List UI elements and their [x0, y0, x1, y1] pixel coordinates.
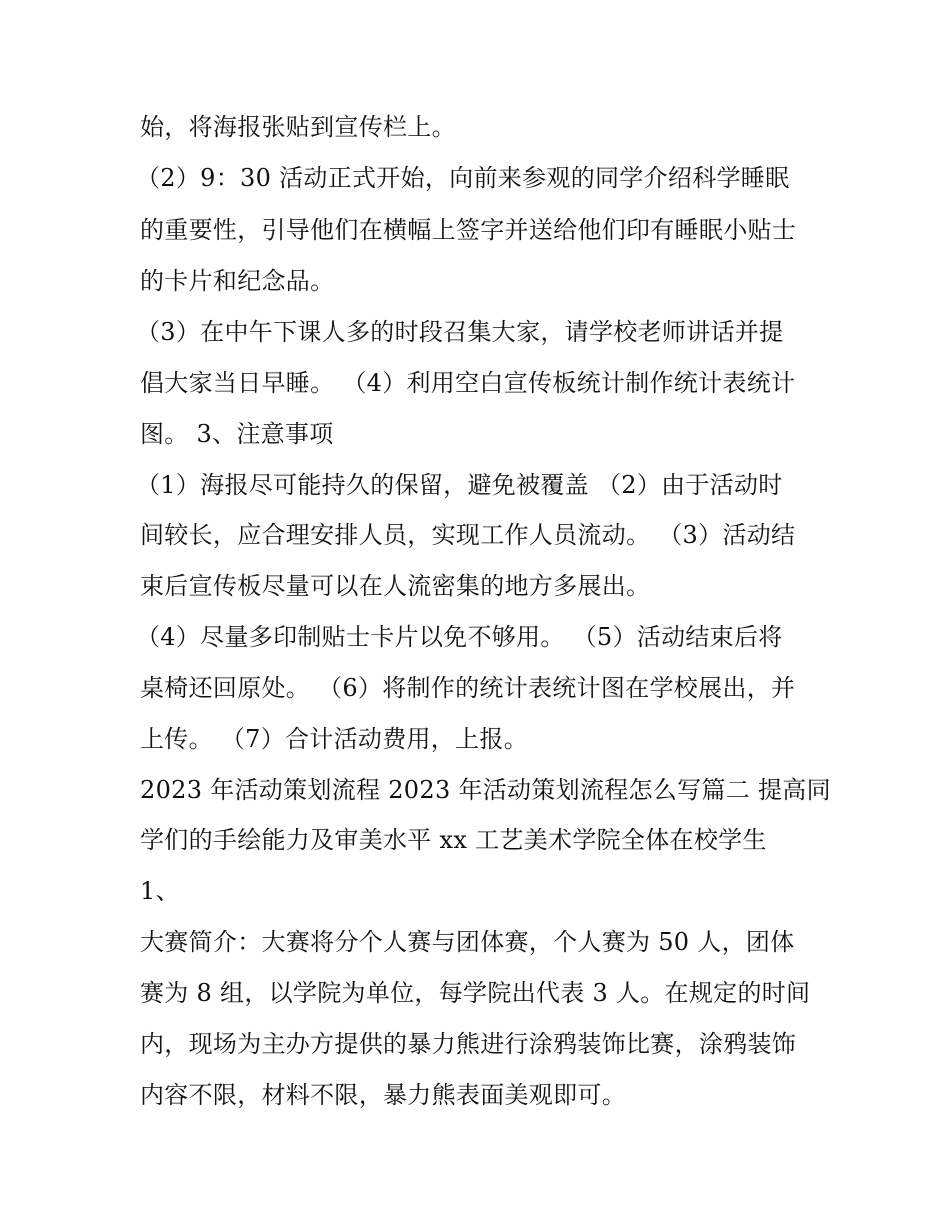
text-line: 上传。 （7）合计活动费用，上报。 — [140, 725, 528, 753]
text-line: 的重要性，引导他们在横幅上签字并送给他们印有睡眠小贴士 — [140, 216, 797, 244]
text-line: （1）海报尽可能持久的保留，避免被覆盖 （2）由于活动时 — [136, 471, 783, 499]
text-line: 2023 年活动策划流程 2023 年活动策划流程怎么写篇二 提高同 — [140, 776, 831, 804]
text-line: 学们的手绘能力及审美水平 xx 工艺美术学院全体在校学生 — [140, 826, 767, 854]
text-line: （3）在中午下课人多的时段召集大家，请学校老师讲话并提 — [136, 318, 784, 346]
text-line: 1、 — [140, 877, 180, 905]
text-line: 间较长，应合理安排人员，实现工作人员流动。 （3）活动结 — [140, 521, 796, 549]
text-line: （2）9：30 活动正式开始，向前来参观的同学介绍科学睡眠 — [136, 164, 790, 192]
text-line: 倡大家当日早睡。 （4）利用空白宣传板统计制作统计表统计 — [140, 369, 796, 397]
text-line: 图。 3、注意事项 — [140, 420, 334, 448]
text-line: 内容不限，材料不限，暴力熊表面美观即可。 — [140, 1081, 626, 1109]
text-line: 赛为 8 组，以学院为单位，每学院出代表 3 人。在规定的时间 — [140, 979, 811, 1007]
text-line: 束后宣传板尽量可以在人流密集的地方多展出。 — [140, 572, 651, 600]
text-line: 的卡片和纪念品。 — [140, 267, 335, 295]
text-line: 始，将海报张贴到宣传栏上。 — [140, 113, 456, 141]
text-line: 桌椅还回原处。 （6）将制作的统计表统计图在学校展出，并 — [140, 674, 796, 702]
text-line: （4）尽量多印制贴士卡片以免不够用。 （5）活动结束后将 — [136, 623, 783, 651]
text-line: 大赛简介：大赛将分个人赛与团体赛，个人赛为 50 人，团体 — [140, 928, 795, 956]
text-line: 内，现场为主办方提供的暴力熊进行涂鸦装饰比赛，涂鸦装饰 — [140, 1030, 797, 1058]
